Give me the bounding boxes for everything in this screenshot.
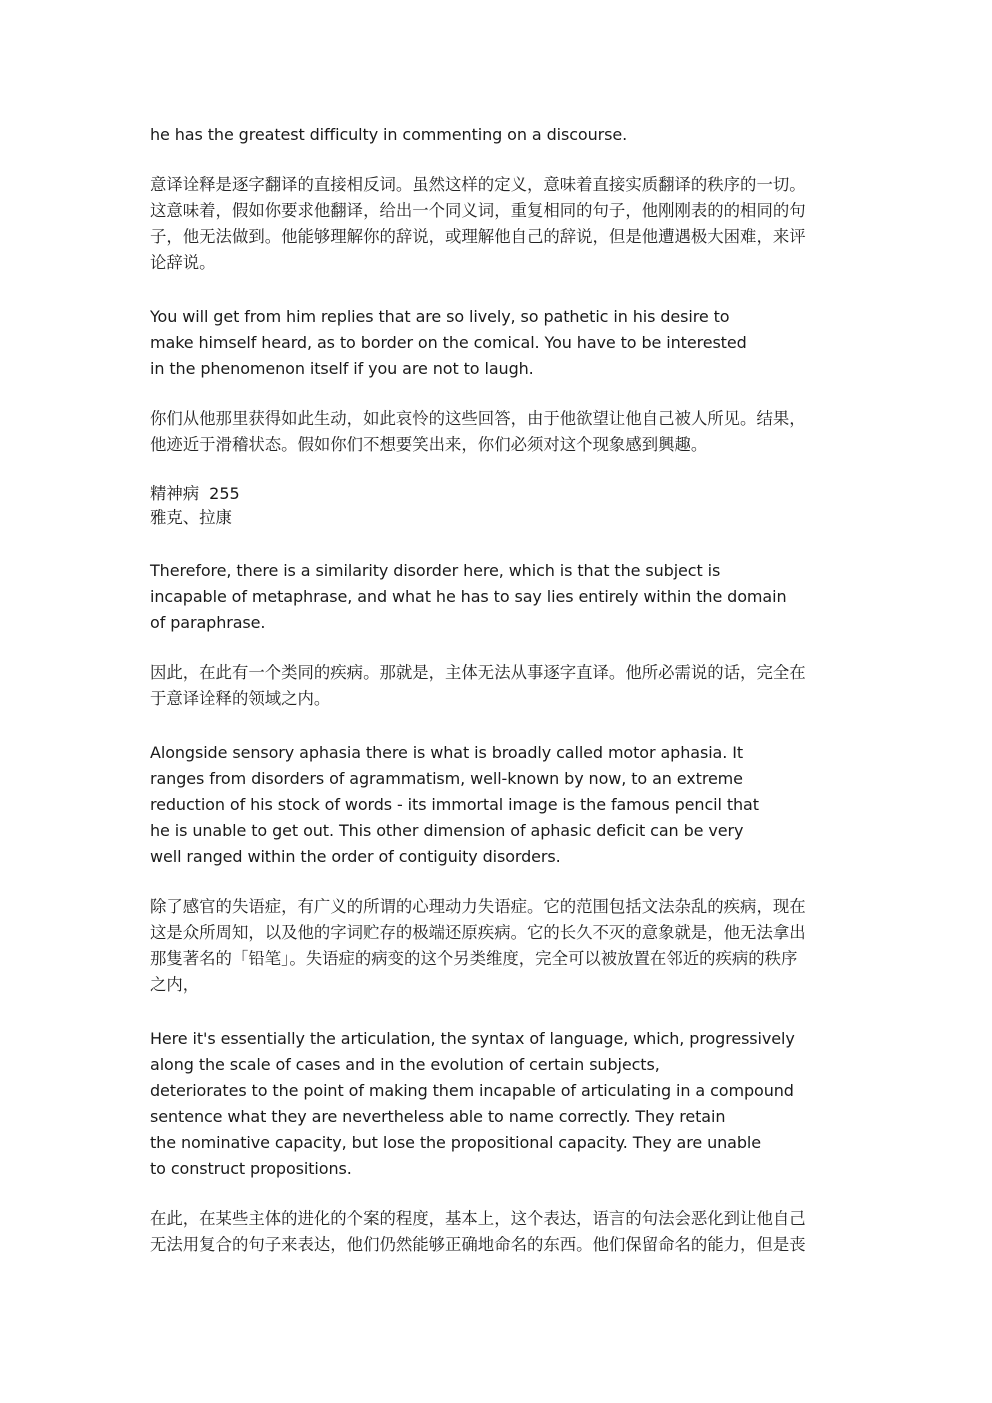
text-line: 因此，在此有一个类同的疾病。那就是，主体无法从事逐字直译。他所必需说的话，完全在 (150, 663, 806, 682)
text-line: You will get from him replies that are so lively, so pathetic in his desire to (150, 307, 730, 326)
running-head-title-line (150, 482, 850, 506)
paragraph-english (150, 1026, 850, 1182)
text-line: well ranged within the order of contiguity disorders. (150, 847, 561, 866)
text-line: of paraphrase. (150, 613, 266, 632)
paragraph-english (150, 304, 850, 382)
text-line: 你们从他那里获得如此生动，如此哀怜的这些回答，由于他欲望让他自己被人所见。结果， (150, 409, 806, 428)
text-line: reduction of his stock of words - its immortal image is the famous pencil that (150, 795, 759, 814)
text-line: 之内， (150, 975, 200, 994)
running-head-title: 精神病 (150, 484, 200, 503)
text-line: 他迹近于滑稽状态。假如你们不想要笑出来，你们必须对这个现象感到興趣。 (150, 435, 708, 454)
paragraph-chinese (150, 406, 850, 458)
text-line: Here it's essentially the articulation, the syntax of language, which, progressively (150, 1029, 795, 1048)
text-line: he is unable to get out. This other dimension of aphasic deficit can be very (150, 821, 744, 840)
text-line: 无法用复合的句子来表达，他们仍然能够正确地命名的东西。他们保留命名的能力，但是丧 (150, 1235, 806, 1254)
paragraph-english (150, 122, 850, 148)
text-line: make himself heard, as to border on the comical. You have to be interested (150, 333, 747, 352)
text-line: Therefore, there is a similarity disorder here, which is that the subject is (150, 561, 721, 580)
text-line: 除了感官的失语症，有广义的所谓的心理动力失语症。它的范围包括文法杂乱的疾病，现在 (150, 897, 806, 916)
text-line: along the scale of cases and in the evolution of certain subjects, (150, 1055, 660, 1074)
running-head-author: 雅克、拉康 (150, 508, 232, 527)
text-line: 这是众所周知，以及他的字词贮存的极端还原疾病。它的长久不灭的意象就是，他无法拿出 (150, 923, 806, 942)
text-line: to construct propositions. (150, 1159, 352, 1178)
document-page (150, 122, 850, 1258)
text-line: 意译诠释是逐字翻译的直接相反词。虽然这样的定义，意味着直接实质翻译的秩序的一切。 (150, 175, 806, 194)
text-line: 子，他无法做到。他能够理解你的辞说，或理解他自己的辞说，但是他遭遇极大困难，来评 (150, 227, 806, 246)
text-line: sentence what they are nevertheless able to name correctly. They retain (150, 1107, 726, 1126)
text-line: 于意译诠释的领域之内。 (150, 689, 331, 708)
page-number: 255 (209, 484, 240, 503)
running-head (150, 482, 850, 530)
text-line: Alongside sensory aphasia there is what is broadly called motor aphasia. It (150, 743, 744, 762)
paragraph-english (150, 740, 850, 870)
text-line: ranges from disorders of agrammatism, well-known by now, to an extreme (150, 769, 743, 788)
text-line: 这意味着，假如你要求他翻译，给出一个同义词，重复相同的句子，他刚刚表的的相同的句 (150, 201, 806, 220)
text-line: 在此，在某些主体的进化的个案的程度，基本上，这个表达，语言的句法会恶化到让他自己 (150, 1209, 806, 1228)
text-line: 论辞说。 (150, 253, 216, 272)
text-line: deteriorates to the point of making them incapable of articulating in a compound (150, 1081, 794, 1100)
text-line: incapable of metaphrase, and what he has to say lies entirely within the domain (150, 587, 787, 606)
text-line: he has the greatest difficulty in commenting on a discourse. (150, 125, 628, 144)
paragraph-chinese (150, 172, 850, 276)
paragraph-english (150, 558, 850, 636)
text-line: 那隻著名的「铅笔」。失语症的病变的这个另类维度，完全可以被放置在邻近的疾病的秩序 (150, 949, 798, 968)
paragraph-chinese (150, 894, 850, 998)
text-line: the nominative capacity, but lose the propositional capacity. They are unable (150, 1133, 762, 1152)
paragraph-chinese (150, 660, 850, 712)
paragraph-chinese (150, 1206, 850, 1258)
text-line: in the phenomenon itself if you are not to laugh. (150, 359, 534, 378)
